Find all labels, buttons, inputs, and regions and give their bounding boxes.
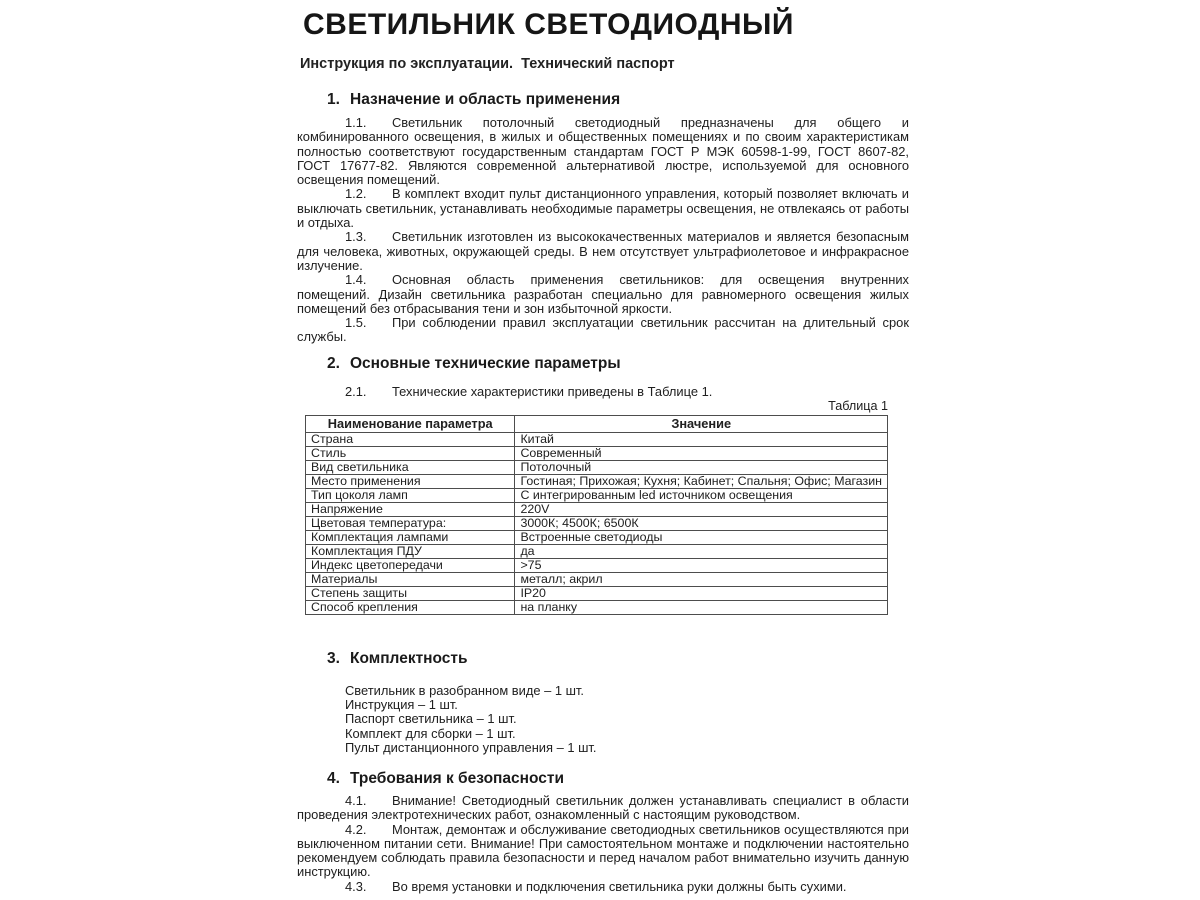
paragraph-1-5 (297, 316, 909, 345)
paragraph-text: Светильник потолочный светодиодный предназначены для общего и комбинированного освещения, в жилых и общественных помещениях и по своим характеристикам полностью соответствуют государственным стандартам ГОСТ Р МЭК 60598-1-99, ГОСТ 8607-82, ГОСТ 17677-82. Являются современной альтернативой люстре, используемой для основного освещения помещений. (297, 115, 909, 188)
value-cell: Современный (515, 446, 888, 460)
section-1-heading (327, 91, 620, 109)
param-cell: Напряжение (306, 502, 515, 516)
spec-table (305, 415, 888, 615)
table-row (306, 432, 888, 446)
list-item: Комплект для сборки – 1 шт. (345, 725, 516, 741)
paragraph-number: 1.5. (345, 315, 367, 331)
section-number: 2. (327, 355, 340, 372)
paragraph-1-2 (297, 187, 909, 230)
param-cell: Степень защиты (306, 586, 515, 600)
param-cell: Вид светильника (306, 460, 515, 474)
section-heading-text: Назначение и область применения (350, 91, 621, 108)
table-caption: Таблица 1 (828, 399, 888, 413)
paragraph-4-1 (297, 794, 909, 823)
section-heading-text: Требования к безопасности (350, 770, 565, 787)
list-item: Пульт дистанционного управления – 1 шт. (345, 739, 597, 755)
value-cell: металл; акрил (515, 572, 888, 586)
param-cell: Индекс цветопередачи (306, 558, 515, 572)
value-cell: на планку (515, 600, 888, 614)
section-2-body (297, 385, 909, 399)
param-cell: Способ крепления (306, 600, 515, 614)
section-2-heading (327, 355, 621, 373)
document-page (297, 0, 911, 900)
table-row (306, 544, 888, 558)
param-cell: Место применения (306, 474, 515, 488)
param-cell: Цветовая температура: (306, 516, 515, 530)
section-number: 1. (327, 91, 340, 108)
paragraph-text: В комплект входит пульт дистанционного управления, который позволяет включать и выключать светильник, устанавливать необходимые параметры освещения, не отвлекаясь от работы и отдыха. (297, 186, 909, 231)
paragraph-1-4 (297, 273, 909, 316)
table-header-parameter: Наименование параметра (306, 416, 515, 433)
paragraph-number: 1.2. (345, 186, 367, 202)
section-4-body (297, 794, 909, 894)
value-cell: 220V (515, 502, 888, 516)
section-3-heading (327, 650, 468, 668)
paragraph-number: 2.1. (345, 384, 367, 399)
paragraph-text: Основная область применения светильников: для освещения внутренних помещений. Дизайн светильника разработан специально для равномерного освещения жилых помещений без отбрасывания тени и зон избыточной яркости. (297, 272, 909, 316)
paragraph-4-3 (297, 880, 909, 894)
kit-list (345, 684, 596, 755)
paragraph-number: 4.1. (345, 793, 367, 808)
value-cell: да (515, 544, 888, 558)
paragraph-text: Монтаж, демонтаж и обслуживание светодиодных светильников осуществляются при выключенном питании сети. Внимание! При самостоятельном монтаже и подключении настоятельно рекомендуем соблюдать правила безопасности и перед началом работ внимательно изучить данную инструкцию. (297, 821, 909, 880)
param-cell: Комплектация лампами (306, 530, 515, 544)
paragraph-number: 4.3. (345, 878, 367, 894)
table-header-row (306, 416, 888, 433)
table-row (306, 460, 888, 474)
section-1-body (297, 116, 909, 345)
value-cell: >75 (515, 558, 888, 572)
paragraph-2-1 (297, 385, 909, 399)
table-row (306, 502, 888, 516)
param-cell: Страна (306, 432, 515, 446)
paragraph-text: Во время установки и подключения светильника руки должны быть сухими. (392, 878, 847, 894)
value-cell: Китай (515, 432, 888, 446)
table-row (306, 600, 888, 614)
table-row (306, 586, 888, 600)
table-row (306, 558, 888, 572)
section-number: 3. (327, 650, 340, 667)
paragraph-text: При соблюдении правил эксплуатации светильник рассчитан на длительный срок службы. (297, 315, 909, 345)
param-cell: Комплектация ПДУ (306, 544, 515, 558)
section-heading-text: Основные технические параметры (350, 355, 621, 372)
table-row (306, 488, 888, 502)
value-cell: IP20 (515, 586, 888, 600)
table-row (306, 516, 888, 530)
table-row (306, 572, 888, 586)
list-item: Паспорт светильника – 1 шт. (345, 711, 517, 727)
paragraph-number: 1.3. (345, 229, 367, 245)
value-cell: Потолочный (515, 460, 888, 474)
table-row (306, 530, 888, 544)
value-cell: Гостиная; Прихожая; Кухня; Кабинет; Спальня; Офис; Магазин (515, 474, 888, 488)
paragraph-1-1 (297, 116, 909, 187)
param-cell: Стиль (306, 446, 515, 460)
section-number: 4. (327, 770, 340, 787)
list-item: Светильник в разобранном виде – 1 шт. (345, 683, 584, 698)
paragraph-number: 4.2. (345, 821, 367, 837)
paragraph-4-2 (297, 823, 909, 880)
param-cell: Тип цоколя ламп (306, 488, 515, 502)
doc-subtitle: Инструкция по эксплуатации. Технический паспорт (300, 56, 675, 72)
page-title: СВЕТИЛЬНИК СВЕТОДИОДНЫЙ (303, 8, 794, 41)
section-heading-text: Комплектность (350, 650, 468, 667)
value-cell: С интегрированным led источником освещения (515, 488, 888, 502)
paragraph-number: 1.4. (345, 272, 367, 288)
param-cell: Материалы (306, 572, 515, 586)
paragraph-text: Светильник изготовлен из высококачественных материалов и является безопасным для человека, животных, окружающей среды. В нем отсутствует ультрафиолетовое и инфракрасное излучение. (297, 229, 909, 273)
paragraph-1-3 (297, 230, 909, 273)
paragraph-number: 1.1. (345, 115, 367, 130)
paragraph-text: Технические характеристики приведены в Таблице 1. (392, 384, 713, 399)
table-row (306, 446, 888, 460)
value-cell: Встроенные светодиоды (515, 530, 888, 544)
list-item: Инструкция – 1 шт. (345, 697, 458, 713)
section-4-heading (327, 770, 564, 788)
paragraph-text: Внимание! Светодиодный светильник должен устанавливать специалист в области проведения электротехнических работ, ознакомленный с настоящим руководством. (297, 793, 909, 823)
table-row (306, 474, 888, 488)
table-header-value: Значение (515, 416, 888, 433)
value-cell: 3000К; 4500К; 6500К (515, 516, 888, 530)
